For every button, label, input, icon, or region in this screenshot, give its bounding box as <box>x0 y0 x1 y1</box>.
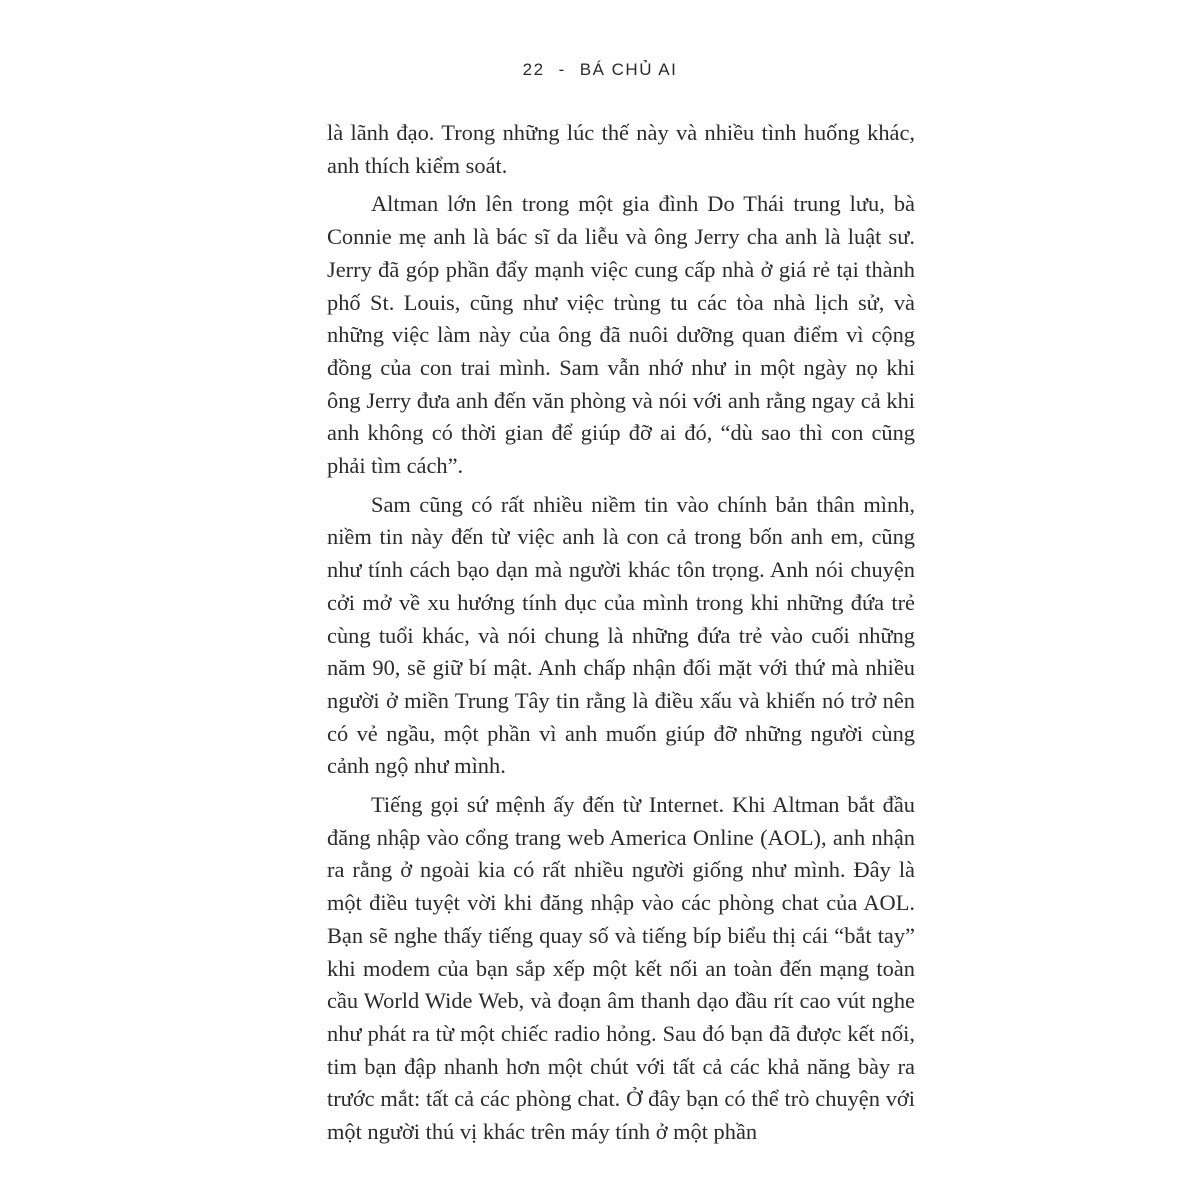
book-title: BÁ CHỦ AI <box>579 60 678 79</box>
paragraph-altman-family: Altman lớn lên trong một gia đình Do Thái trung lưu, bà Connie mẹ anh là bác sĩ da liễu và ông Jerry cha anh là luật sư. Jerry đã góp phần đẩy mạnh việc cung cấp nhà ở giá rẻ tại thành phố St. Louis, cũng như việc trùng tu các tòa nhà lịch sử, và những việc làm này của ông đã nuôi dưỡng quan điểm vì cộng đồng của con trai mình. Sam vẫn nhớ như in một ngày nọ khi ông Jerry đưa anh đến văn phòng và nói với anh rằng ngay cả khi anh không có thời gian để giúp đỡ ai đó, “dù sao thì con cũng phải tìm cách”. <box>327 191 915 479</box>
body-text <box>327 117 915 1149</box>
header-separator: - <box>558 60 566 79</box>
paragraph-continuation: là lãnh đạo. Trong những lúc thế này và nhiều tình huống khác, anh thích kiểm soát. <box>327 120 915 178</box>
running-head <box>0 60 1200 80</box>
paragraph-internet-calling: Tiếng gọi sứ mệnh ấy đến từ Internet. Khi Altman bắt đầu đăng nhập vào cổng trang web America Online (AOL), anh nhận ra rằng ở ngoài kia có rất nhiều người giống như mình. Đây là một điều tuyệt vời khi đăng nhập vào các phòng chat của AOL. Bạn sẽ nghe thấy tiếng quay số và tiếng bíp biểu thị cái “bắt tay” khi modem của bạn sắp xếp một kết nối an toàn đến mạng toàn cầu World Wide Web, và đoạn âm thanh dạo đầu rít cao vút nghe như phát ra từ một chiếc radio hỏng. Sau đó bạn đã được kết nối, tim bạn đập nhanh hơn một chút với tất cả các khả năng bày ra trước mắt: tất cả các phòng chat. Ở đây bạn có thể trò chuyện với một người thú vị khác trên máy tính ở một phần <box>327 792 915 1145</box>
paragraph-sam-confidence: Sam cũng có rất nhiều niềm tin vào chính bản thân mình, niềm tin này đến từ việc anh là con cả trong bốn anh em, cũng như tính cách bạo dạn mà người khác tôn trọng. Anh nói chuyện cởi mở về xu hướng tính dục của mình trong khi những đứa trẻ cùng tuổi khác, và nói chung là những đứa trẻ vào cuối những năm 90, sẽ giữ bí mật. Anh chấp nhận đối mặt với thứ mà nhiều người ở miền Trung Tây tin rằng là điều xấu và khiến nó trở nên có vẻ ngầu, một phần vì anh muốn giúp đỡ những người cùng cảnh ngộ như mình. <box>327 491 915 779</box>
page-number: 22 <box>522 60 545 79</box>
